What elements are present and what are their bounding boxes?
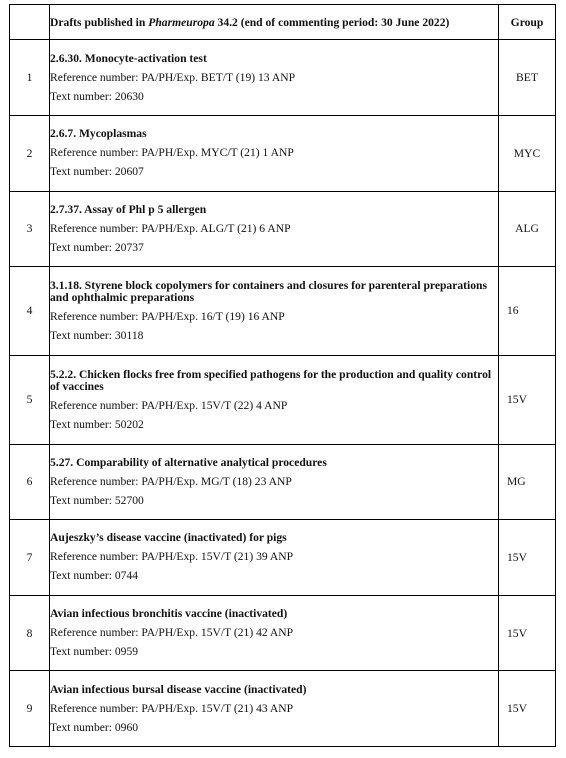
text-number: Text number: 50202 xyxy=(50,417,144,431)
draft-title: 5.2.2. Chicken flocks free from specified pathogens for the production and quality control of vaccines xyxy=(50,367,492,393)
text-number: Text number: 20630 xyxy=(50,89,144,103)
group-cell: 15V xyxy=(499,595,556,671)
header-title-prefix: Drafts published in xyxy=(50,15,149,29)
row-number: 4 xyxy=(10,267,50,356)
draft-title: 3.1.18. Styrene block copolymers for containers and closures for parenteral preparations and ophthalmic preparations xyxy=(50,278,487,304)
row-number: 3 xyxy=(10,191,50,267)
text-number: Text number: 0960 xyxy=(50,720,139,734)
text-number: Text number: 20737 xyxy=(50,240,144,254)
text-number: Text number: 20607 xyxy=(50,165,144,179)
draft-cell xyxy=(50,267,499,356)
group-cell: 15V xyxy=(499,520,556,596)
table-header-row xyxy=(10,5,556,40)
draft-title: Avian infectious bursal disease vaccine (inactivated) xyxy=(50,682,307,696)
draft-cell xyxy=(50,40,499,116)
reference-number: Reference number: PA/PH/Exp. 15V/T (22) 4 ANP xyxy=(50,398,288,412)
group-cell: 15V xyxy=(499,671,556,747)
table-row xyxy=(10,355,556,444)
table-row xyxy=(10,595,556,671)
row-number: 9 xyxy=(10,671,50,747)
table-row xyxy=(10,520,556,596)
header-title-italic: Pharmeuropa xyxy=(148,15,215,29)
reference-number: Reference number: PA/PH/Exp. 15V/T (21) 39 ANP xyxy=(50,550,294,564)
row-number: 5 xyxy=(10,355,50,444)
group-cell: MG xyxy=(499,444,556,520)
table-row xyxy=(10,40,556,116)
header-title-cell xyxy=(50,5,499,40)
draft-cell xyxy=(50,115,499,191)
table-row xyxy=(10,444,556,520)
reference-number: Reference number: PA/PH/Exp. 15V/T (21) 42 ANP xyxy=(50,626,294,640)
draft-title: 2.7.37. Assay of Phl p 5 allergen xyxy=(50,202,207,216)
draft-cell xyxy=(50,520,499,596)
draft-title: Avian infectious bronchitis vaccine (inactivated) xyxy=(50,607,288,621)
header-number-cell xyxy=(10,5,50,40)
group-cell: ALG xyxy=(499,191,556,267)
drafts-table xyxy=(9,4,556,747)
table-row xyxy=(10,671,556,747)
draft-title: Aujeszky’s disease vaccine (inactivated) for pigs xyxy=(50,531,287,545)
draft-title: 2.6.30. Monocyte-activation test xyxy=(50,51,207,65)
header-group-cell: Group xyxy=(499,5,556,40)
draft-cell xyxy=(50,355,499,444)
table-row xyxy=(10,267,556,356)
text-number: Text number: 0959 xyxy=(50,645,139,659)
reference-number: Reference number: PA/PH/Exp. 15V/T (21) 43 ANP xyxy=(50,701,294,715)
table-row xyxy=(10,191,556,267)
group-cell: BET xyxy=(499,40,556,116)
row-number: 7 xyxy=(10,520,50,596)
draft-title: 5.27. Comparability of alternative analytical procedures xyxy=(50,455,327,469)
row-number: 8 xyxy=(10,595,50,671)
header-title-suffix: 34.2 (end of commenting period: 30 June 2022) xyxy=(214,15,450,29)
row-number: 6 xyxy=(10,444,50,520)
draft-cell xyxy=(50,444,499,520)
reference-number: Reference number: PA/PH/Exp. BET/T (19) 13 ANP xyxy=(50,70,296,84)
reference-number: Reference number: PA/PH/Exp. MYC/T (21) 1 ANP xyxy=(50,146,294,160)
draft-cell xyxy=(50,671,499,747)
group-cell: 16 xyxy=(499,267,556,356)
text-number: Text number: 52700 xyxy=(50,493,144,507)
text-number: Text number: 0744 xyxy=(50,569,139,583)
draft-cell xyxy=(50,595,499,671)
row-number: 2 xyxy=(10,115,50,191)
row-number: 1 xyxy=(10,40,50,116)
reference-number: Reference number: PA/PH/Exp. MG/T (18) 23 ANP xyxy=(50,474,292,488)
group-cell: MYC xyxy=(499,115,556,191)
text-number: Text number: 30118 xyxy=(50,328,144,342)
draft-title: 2.6.7. Mycoplasmas xyxy=(50,127,147,141)
reference-number: Reference number: PA/PH/Exp. 16/T (19) 16 ANP xyxy=(50,309,285,323)
reference-number: Reference number: PA/PH/Exp. ALG/T (21) 6 ANP xyxy=(50,221,291,235)
group-cell: 15V xyxy=(499,355,556,444)
table-row xyxy=(10,115,556,191)
draft-cell xyxy=(50,191,499,267)
